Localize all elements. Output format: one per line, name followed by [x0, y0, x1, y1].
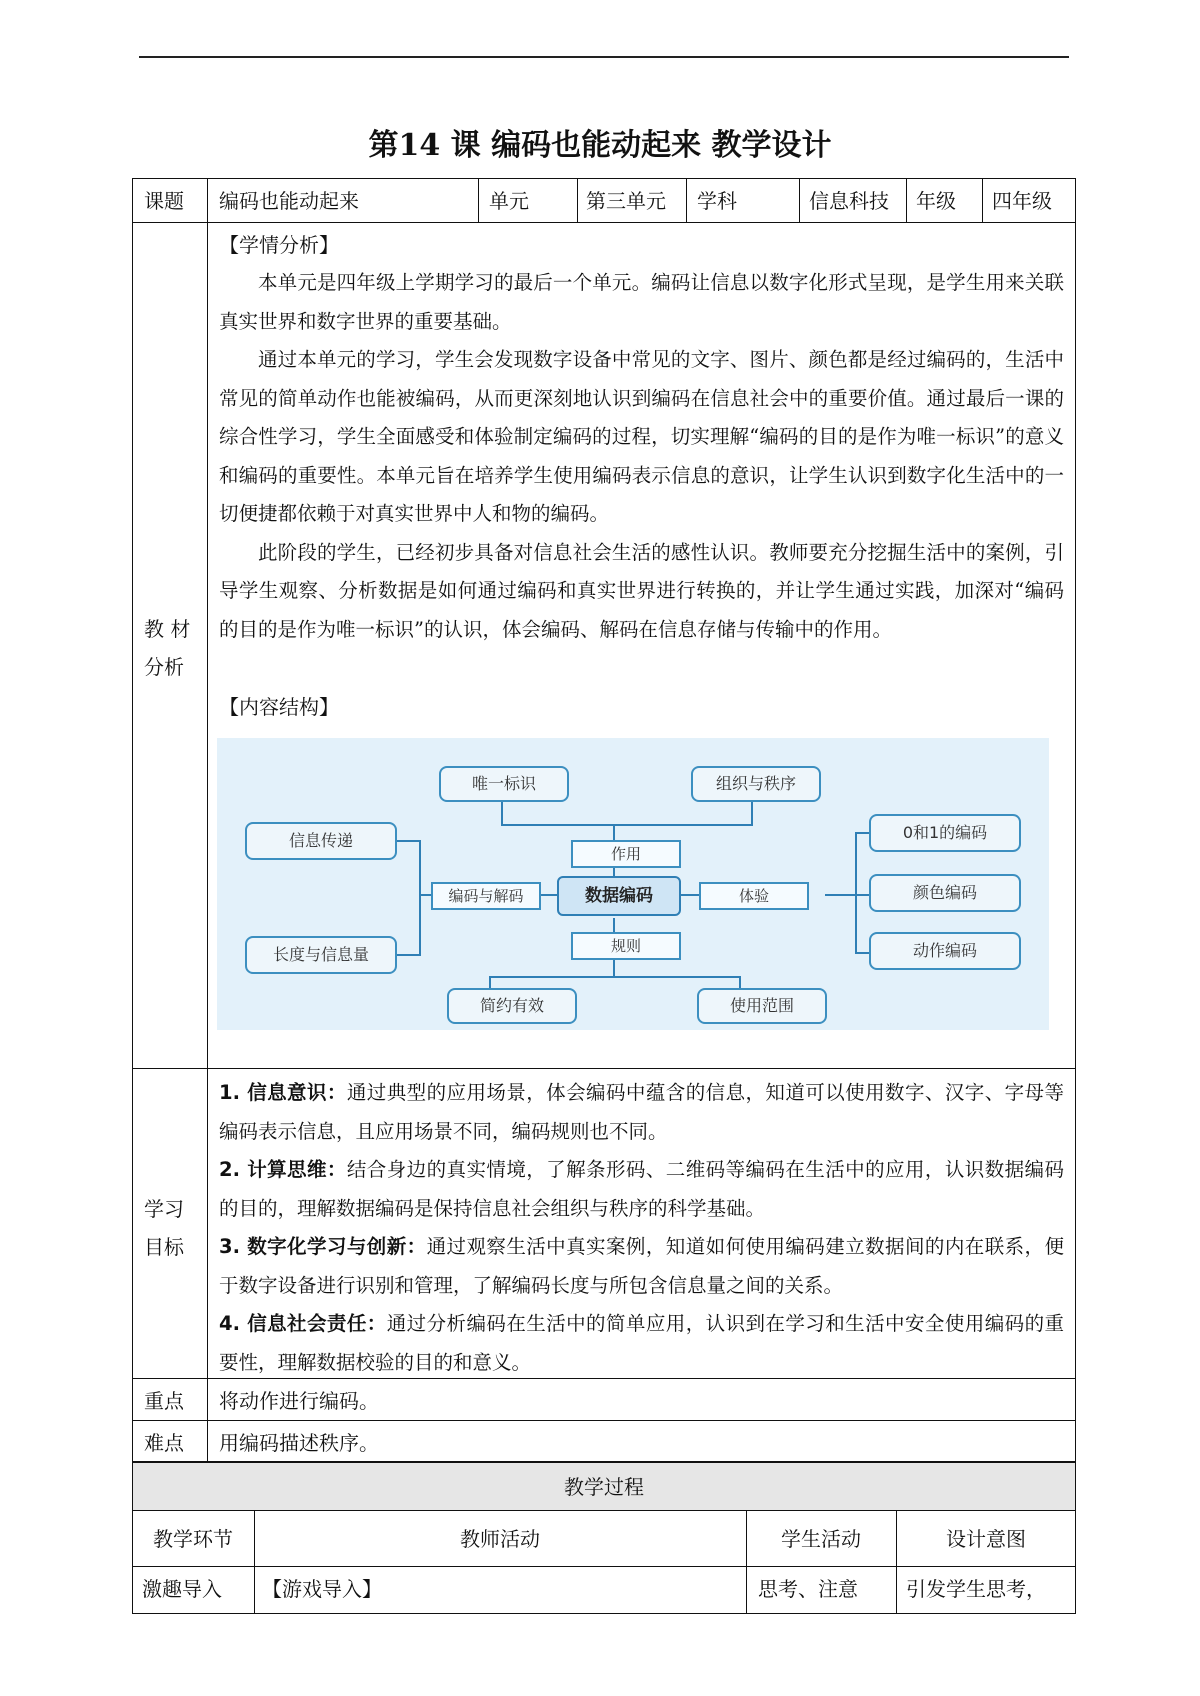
node-experience: 体验 [699, 882, 809, 910]
node-unique-id: 唯一标识 [439, 766, 569, 802]
row-intent: 引发学生思考， [906, 1577, 1046, 1601]
node-simple-effective: 简约有效 [447, 988, 577, 1024]
grade-label: 年级 [916, 189, 956, 213]
col-intent: 设计意图 [946, 1527, 1026, 1551]
goal-item-4: 4. 信息社会责任：通过分析编码在生活中的简单应用，认识到在学习和生活中安全使用编码的重要性，理解数据校验的目的和意义。 [219, 1312, 1064, 1374]
row-teacher: 【游戏导入】 [262, 1577, 382, 1601]
header-rule [139, 56, 1069, 58]
node-action-encoding: 动作编码 [869, 932, 1021, 970]
key-point-value: 将动作进行编码。 [219, 1389, 379, 1413]
xueqing-heading: 【学情分析】 [219, 233, 339, 257]
difficulty-value: 用编码描述秩序。 [219, 1431, 379, 1455]
goal-item-1: 1. 信息意识：通过典型的应用场景，体会编码中蕴含的信息，知道可以使用数字、汉字、字母等编码表示信息，且应用场景不同，编码规则也不同。 [219, 1081, 1064, 1143]
analysis-text [219, 264, 1064, 649]
subject-value: 信息科技 [809, 189, 889, 213]
col-teacher: 教师活动 [460, 1527, 540, 1551]
node-organization-order: 组织与秩序 [691, 766, 821, 802]
analysis-paragraph-1: 本单元是四年级上学期学习的最后一个单元。编码让信息以数字化形式呈现，是学生用来关联真实世界和数字世界的重要基础。 [219, 271, 1064, 333]
content-structure-diagram [217, 738, 1049, 1030]
structure-heading: 【内容结构】 [219, 695, 339, 719]
difficulty-label: 难点 [144, 1431, 184, 1455]
unit-value: 第三单元 [586, 189, 666, 213]
analysis-label-1: 教 材 [144, 617, 191, 641]
goals-label-1: 学习 [144, 1197, 184, 1221]
row-student: 思考、注意 [758, 1577, 858, 1601]
page-title: 第14 课 编码也能动起来 教学设计 [368, 128, 832, 163]
topic-label: 课题 [144, 189, 184, 213]
node-color-encoding: 颜色编码 [869, 874, 1021, 912]
row-stage: 激趣导入 [142, 1577, 222, 1601]
node-usage-range: 使用范围 [697, 988, 827, 1024]
col-stage: 教学环节 [153, 1527, 233, 1551]
process-title: 教学过程 [564, 1475, 644, 1499]
grade-value: 四年级 [992, 189, 1052, 213]
goals-text [219, 1074, 1064, 1382]
node-encode-decode: 编码与解码 [431, 882, 541, 910]
node-info-transmission: 信息传递 [245, 822, 397, 860]
analysis-paragraph-2: 通过本单元的学习，学生会发现数字设备中常见的文字、图片、颜色都是经过编码的，生活中常见的简单动作也能被编码，从而更深刻地认识到编码在信息社会中的重要价值。通过最后一课的综合性学习，学生全面感受和体验制定编码的过程，切实理解“编码的目的是作为唯一标识”的意义和编码的重要性。本单元旨在培养学生使用编码表示信息的意识，让学生认识到数字化生活中的一切便捷都依赖于对真实世界中人和物的编码。 [219, 348, 1064, 525]
key-point-label: 重点 [144, 1389, 184, 1413]
goal-item-3: 3. 数字化学习与创新：通过观察生活中真实案例，知道如何使用编码建立数据间的内在联系，便于数字设备进行识别和管理，了解编码长度与所包含信息量之间的关系。 [219, 1235, 1064, 1297]
col-student: 学生活动 [781, 1527, 861, 1551]
node-length-info: 长度与信息量 [245, 936, 397, 974]
node-rule: 规则 [571, 932, 681, 960]
node-role: 作用 [571, 840, 681, 868]
goals-label-2: 目标 [144, 1235, 184, 1259]
node-data-encoding: 数据编码 [557, 876, 681, 916]
unit-label: 单元 [489, 189, 529, 213]
topic-value: 编码也能动起来 [219, 189, 359, 213]
subject-label: 学科 [697, 189, 737, 213]
goal-item-2: 2. 计算思维：结合身边的真实情境，了解条形码、二维码等编码在生活中的应用，认识数据编码的目的，理解数据编码是保持信息社会组织与秩序的科学基础。 [219, 1158, 1064, 1220]
node-binary-encoding: 0和1的编码 [869, 814, 1021, 852]
analysis-paragraph-3: 此阶段的学生，已经初步具备对信息社会生活的感性认识。教师要充分挖掘生活中的案例，引导学生观察、分析数据是如何通过编码和真实世界进行转换的，并让学生通过实践，加深对“编码的目的是作为唯一标识”的认识，体会编码、解码在信息存储与传输中的作用。 [219, 540, 1064, 641]
analysis-label-2: 分析 [144, 655, 184, 679]
